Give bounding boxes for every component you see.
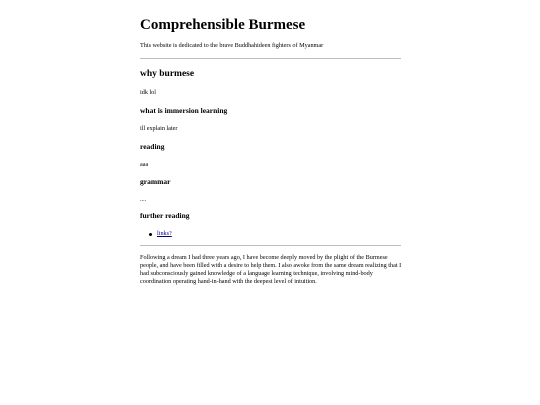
grammar-text: .... [140, 196, 147, 203]
links-link[interactable]: links? [157, 230, 172, 237]
why-burmese-text: idk lol [140, 89, 156, 96]
list-item [140, 230, 172, 238]
further-reading-list [140, 230, 172, 238]
page-title: Comprehensible Burmese [140, 17, 306, 33]
why-burmese-heading: why burmese [140, 69, 195, 79]
reading-text: aaa [140, 161, 149, 168]
bottom-divider [140, 245, 401, 246]
dedication-text: This website is dedicated to the brave Buddhahideen fighters of Myanmar [140, 42, 324, 49]
bullet-icon [149, 233, 152, 236]
further-reading-heading: further reading [140, 211, 190, 220]
top-divider [140, 58, 401, 59]
story-paragraph: Following a dream I had three years ago, I have become deeply moved by the plight of the Burmese people, and have been filled with a desire to help them. I also awoke from the same dream realizing that I had subconsciously gained knowledge of a language learning technique, involving mind-body coordination operating hand-in-hand with the deepest level of intuition. [140, 254, 402, 286]
immersion-text: ill explain later [140, 125, 178, 132]
reading-heading: reading [140, 142, 165, 151]
immersion-heading: what is immersion learning [140, 106, 228, 115]
grammar-heading: grammar [140, 177, 171, 186]
